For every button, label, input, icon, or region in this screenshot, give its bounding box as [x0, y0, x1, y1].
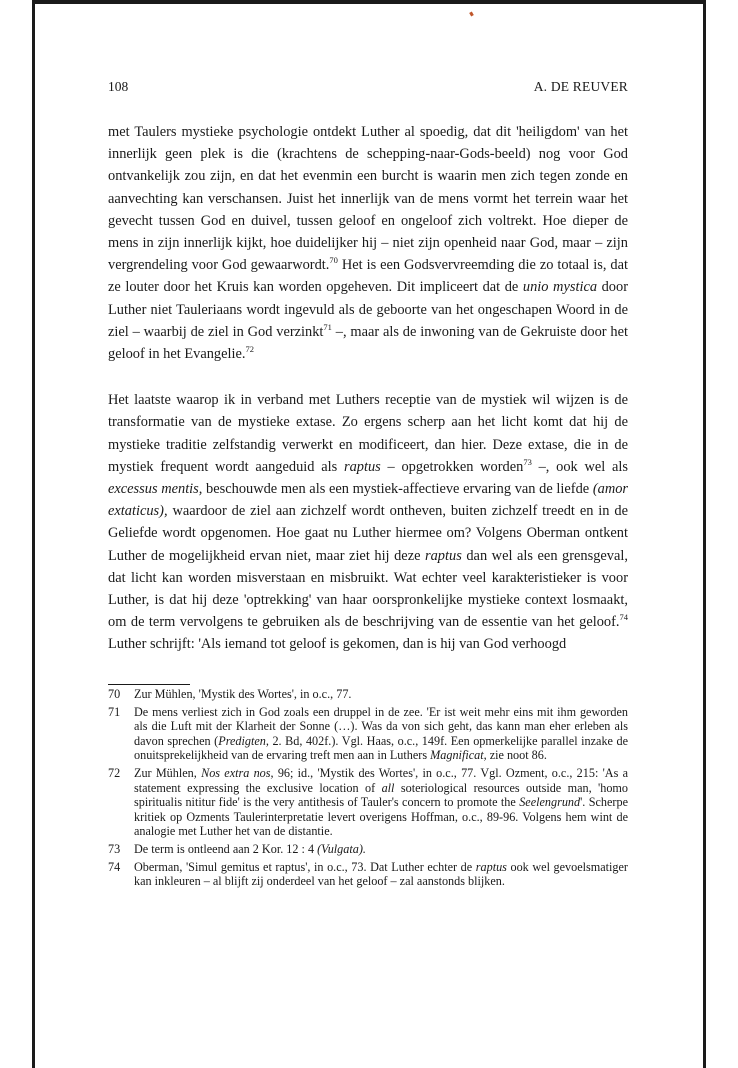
- footnote-ref-72[interactable]: 72: [245, 344, 254, 355]
- ink-speck: [469, 12, 474, 17]
- italic-term: raptus: [475, 859, 507, 874]
- footnote-number: 73: [108, 841, 121, 856]
- text-run: door Luther niet Tauleriaans wordt ingevuld als de geboorte van het ongeschapen Woord in de ziel – waarbij de ziel in God verzinkt: [108, 279, 628, 340]
- italic-term: (Vulgata).: [317, 841, 366, 856]
- italic-term: raptus: [425, 547, 462, 564]
- text-run: beschouwde men als een mystiek-affectieve ervaring van de liefde: [202, 481, 593, 498]
- text-run: '. Scherpe kritiek op Ozments Taulerinterpretatie levert overigens Hoffman, o.c., 89-96. Volgens hem wint de analogie met Luther het van de distantie.: [134, 795, 628, 839]
- text-run: met Taulers mystieke psychologie ontdekt Luther al spoedig, dat dit 'heiligdom' van het innerlijk geen plek is die (krachtens de schepping-naar-Gods-beeld) nog voor God ontvankelijk zou zijn, en dat het evenmin een burcht is waarin men zich tegen zonde en aanvechting kan verschansen. Juist het innerlijk van de mens vormt het terrein waar het gevecht tussen God en duivel, tussen geloof en ongeloof zich voltrekt. Hoe dieper de mens in zijn innerlijk kijkt, hoe duidelijker hij – niet zijn openheid naar God, maar – zijn vergrendeling voor God gewaarwordt.: [108, 124, 628, 274]
- text-run: waardoor de ziel aan zichzelf wordt ontheven, buiten zichzelf treedt en in de Geliefde wordt opgenomen. Hoe gaat nu Luther hiermee om? Volgens Oberman ontkent Luther de mogelijkheid ervan niet, maar ziet hij deze: [108, 503, 628, 564]
- italic-term: Magnificat,: [430, 748, 487, 763]
- page-number: 108: [108, 79, 129, 94]
- text-run: zie noot 86.: [486, 748, 547, 763]
- footnote-text: [134, 687, 628, 702]
- footnote-72: [108, 766, 628, 839]
- text-run: De term is ontleend aan 2 Kor. 12 : 4: [134, 841, 318, 856]
- text-run: soteriological resources outside man, 'homo spiritualis nititur fide' is the very antithesis of Tauler's concern to promote the: [134, 780, 629, 810]
- footnote-ref-74[interactable]: 74: [619, 612, 628, 623]
- italic-term: Seelengrund: [519, 795, 581, 810]
- text-run: –, ook wel als: [531, 458, 628, 475]
- italic-term: all: [381, 780, 395, 795]
- footnote-separator: [108, 684, 190, 685]
- paragraph-2: [108, 389, 628, 655]
- text-run: 96; id., 'Mystik des Wortes', in o.c., 77. Vgl. Ozment, o.c., 215: 'As a statement expressing the exclusive location of: [134, 765, 629, 795]
- footnote-ref-71[interactable]: 71: [323, 322, 332, 333]
- footnote-number: 71: [108, 704, 121, 719]
- text-run: Het is een Godsvervreemding die zo totaal is, dat ze louter door het Kruis kan worden opgeheven. Dit impliceert dat de: [108, 257, 628, 296]
- paragraph-1: [108, 121, 628, 365]
- running-author: A. DE REUVER: [533, 79, 628, 94]
- text-run: dan wel als een grensgeval, dat licht kan worden misverstaan en misbruikt. Wat echter veel karakteristieker is voor Luther, is dat hij deze 'optrekking' van haar oorspronkelijke mystieke context losmaakt, om de term vervolgens te gebruiken als de beschrijving van de essentie van het geloof.: [108, 547, 628, 631]
- italic-term: excessus mentis,: [108, 481, 203, 498]
- scan-border-top: [32, 0, 706, 4]
- footnote-text: [134, 705, 628, 763]
- italic-term: Predigten,: [218, 733, 269, 748]
- footnote-71: [108, 705, 628, 763]
- footnote-ref-73[interactable]: 73: [523, 457, 532, 468]
- footnote-text: [134, 766, 628, 839]
- footnote-73: [108, 842, 628, 857]
- italic-term: (amor extaticus),: [108, 481, 629, 520]
- scan-border-right: [703, 0, 706, 1068]
- footnote-74: [108, 860, 628, 889]
- text-run: Luther schrijft: 'Als iemand tot geloof is gekomen, dan is hij van God verhoogd: [108, 636, 567, 653]
- footnote-text: [134, 842, 628, 857]
- text-run: Het laatste waarop ik in verband met Luthers receptie van de mystiek wil wijzen is de transformatie van de mystieke extase. Zo ergens scherp aan het licht komt dat hij de mystieke traditie zelfstandig verwerkt en modificeert, dan hier. Deze extase, die in de mystiek frequent wordt aangeduid als: [108, 392, 628, 475]
- text-run: ook wel gevoelsmatiger kan inkleuren – al blijft zij onderdeel van het geloof – zal aanstonds blijken.: [134, 859, 628, 889]
- footnote-number: 74: [108, 859, 121, 874]
- text-run: Zur Mühlen,: [134, 765, 202, 780]
- footnote-70: [108, 687, 628, 702]
- scan-border-left: [32, 0, 35, 1068]
- footnote-ref-70[interactable]: 70: [329, 255, 338, 266]
- text-run: – opgetrokken worden: [380, 458, 524, 475]
- footnote-number: 72: [108, 765, 121, 780]
- text-run: –, maar als de inwoning van de Gekruiste door het geloof in het Evangelie.: [108, 323, 628, 363]
- italic-term: raptus: [343, 458, 381, 475]
- italic-term: Nos extra nos,: [201, 765, 274, 780]
- text-run: De mens verliest zich in God zoals een druppel in de zee. 'Er ist weit mehr eins mit ihm geworden als die Luft mit der Klarheit der Sonne (…). Was da von sich geht, das kann man eher erleben als davon sprechen (: [134, 704, 628, 748]
- footnotes: [108, 687, 628, 889]
- footnote-number: 70: [108, 687, 121, 701]
- text-run: Zur Mühlen, 'Mystik des Wortes', in o.c., 77.: [134, 687, 352, 701]
- text-run: 2. Bd, 402f.). Vgl. Haas, o.c., 149f. Een opmerkelijke parallel inzake de onuitsprekelijkheid van de ervaring treft men aan in Luthers: [134, 733, 628, 763]
- text-run: Oberman, 'Simul gemitus et raptus', in o.c., 73. Dat Luther echter de: [134, 859, 476, 874]
- body-text: [108, 121, 628, 656]
- italic-term: unio mystica: [522, 279, 598, 296]
- footnote-text: [134, 860, 628, 889]
